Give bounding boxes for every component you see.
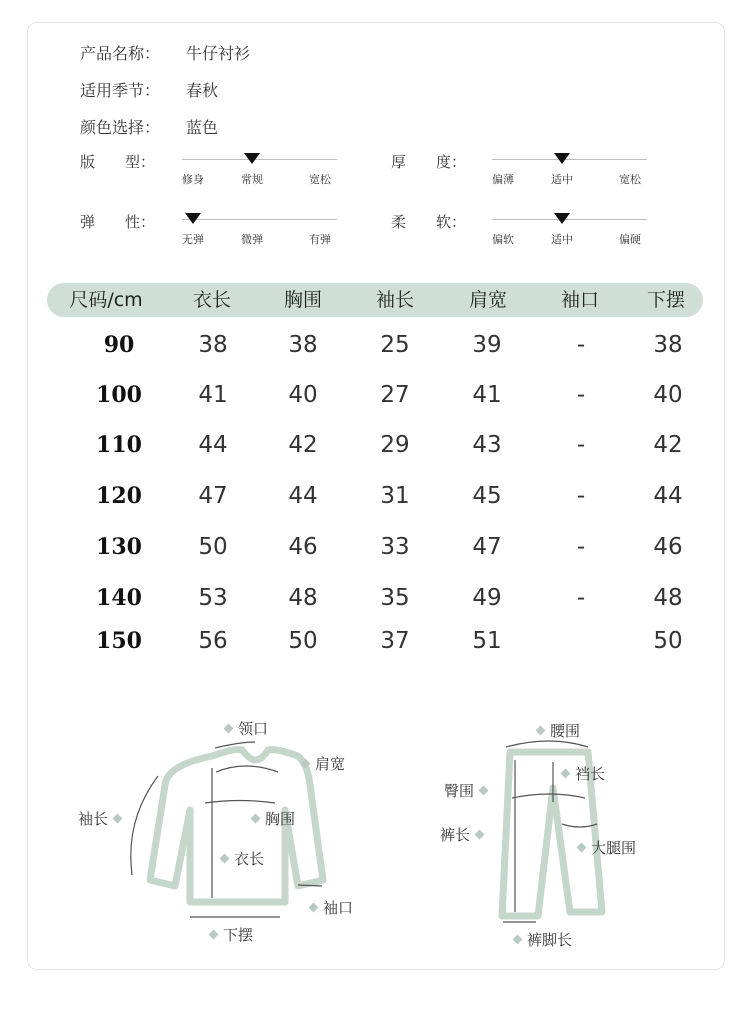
elasticity-option: 微弹: [241, 233, 263, 246]
thickness-indicator: [554, 153, 570, 164]
cell-sleeve: 37: [380, 628, 410, 654]
cell-chest: 40: [288, 382, 318, 408]
cell-length: 53: [198, 585, 228, 611]
cell-chest: 50: [288, 628, 318, 654]
label-thigh: 大腿围: [578, 837, 636, 858]
header-sleeve: 袖长: [375, 289, 414, 311]
cell-hem: 50: [653, 628, 683, 654]
fit-label: 版 型：: [80, 153, 156, 171]
label-chest: 胸围: [252, 808, 295, 829]
label-inseam: 裤长: [440, 824, 483, 845]
header-size: 尺码/cm: [69, 289, 143, 311]
cell-shoulder: 45: [472, 483, 502, 509]
softness-indicator: [554, 213, 570, 224]
cell-sleeve: 29: [380, 432, 410, 458]
cell-length: 56: [198, 628, 228, 654]
cell-hem: 48: [653, 585, 683, 611]
cell-sleeve: 33: [380, 534, 410, 560]
label-leg-opening: 裤脚长: [514, 929, 572, 950]
thickness-option: 偏薄: [492, 173, 514, 186]
header-chest: 胸围: [283, 289, 322, 311]
product-name-value: 牛仔衬衫: [186, 44, 251, 63]
elasticity-label: 弹 性：: [80, 213, 156, 231]
cell-cuff: -: [576, 382, 586, 408]
header-cuff: 袖口: [560, 289, 599, 311]
label-waist: 腰围: [537, 720, 580, 741]
fit-scale: [182, 153, 337, 186]
garment-illustration: [40, 690, 710, 960]
cell-size: 150: [96, 628, 142, 654]
season-row: [80, 78, 218, 101]
cell-cuff: -: [576, 534, 586, 560]
label-collar: 领口: [225, 718, 268, 739]
softness-option: 偏软: [492, 233, 514, 246]
cell-chest: 44: [288, 483, 318, 509]
softness-scale: [492, 213, 647, 246]
cell-sleeve: 27: [380, 382, 410, 408]
cell-chest: 46: [288, 534, 318, 560]
label-sleeve: 袖长: [78, 808, 121, 829]
measurement-diagram: [40, 690, 710, 960]
cell-shoulder: 41: [472, 382, 502, 408]
cell-sleeve: 35: [380, 585, 410, 611]
elasticity-option: 有弹: [309, 233, 331, 246]
cell-length: 50: [198, 534, 228, 560]
cell-cuff: -: [576, 432, 586, 458]
cell-hem: 38: [653, 332, 683, 358]
header-hem: 下摆: [646, 289, 685, 311]
cell-cuff: -: [576, 483, 586, 509]
thickness-scale: [492, 153, 647, 186]
cell-size: 140: [96, 585, 142, 611]
label-hem: 下摆: [210, 924, 253, 945]
cell-hem: 40: [653, 382, 683, 408]
shirt-outline: [150, 750, 323, 902]
cell-hem: 44: [653, 483, 683, 509]
cell-shoulder: 39: [472, 332, 502, 358]
cell-hem: 46: [653, 534, 683, 560]
cell-shoulder: 47: [472, 534, 502, 560]
elasticity-scale: [182, 213, 337, 246]
season-value: 春秋: [186, 81, 219, 100]
fit-option: 宽松: [309, 173, 331, 186]
cell-chest: 42: [288, 432, 318, 458]
cell-sleeve: 25: [380, 332, 410, 358]
label-length: 衣长: [221, 848, 264, 869]
season-label: 适用季节：: [80, 81, 161, 100]
size-table-header: [47, 283, 703, 317]
thickness-option: 宽松: [619, 173, 641, 186]
thickness-option: 适中: [551, 173, 573, 186]
product-name-label: 产品名称：: [80, 44, 161, 63]
cell-size: 100: [96, 382, 142, 408]
elasticity-indicator: [185, 213, 201, 224]
cell-shoulder: 43: [472, 432, 502, 458]
cell-length: 38: [198, 332, 228, 358]
header-length: 衣长: [192, 289, 231, 311]
softness-option: 偏硬: [619, 233, 641, 246]
cell-shoulder: 49: [472, 585, 502, 611]
softness-option: 适中: [551, 233, 573, 246]
cell-length: 41: [198, 382, 228, 408]
cell-shoulder: 51: [472, 628, 502, 654]
cell-size: 130: [96, 534, 142, 560]
cell-chest: 38: [288, 332, 318, 358]
label-shoulder: 肩宽: [302, 753, 345, 774]
cell-length: 44: [198, 432, 228, 458]
cell-size: 90: [103, 332, 135, 358]
label-cuff: 袖口: [310, 897, 353, 918]
cell-cuff: -: [576, 332, 586, 358]
cell-hem: 42: [653, 432, 683, 458]
fit-option: 常规: [241, 173, 263, 186]
fit-indicator: [244, 153, 260, 164]
cell-length: 47: [198, 483, 228, 509]
color-label: 颜色选择：: [80, 118, 161, 137]
product-name-row: [80, 41, 250, 64]
softness-label: 柔 软：: [391, 213, 467, 231]
fit-option: 修身: [182, 173, 204, 186]
header-shoulder: 肩宽: [468, 289, 507, 311]
cell-chest: 48: [288, 585, 318, 611]
cell-cuff: -: [576, 585, 586, 611]
color-row: [80, 115, 218, 138]
cell-sleeve: 31: [380, 483, 410, 509]
cell-size: 110: [96, 432, 142, 458]
label-rise: 裆长: [562, 763, 605, 784]
cell-size: 120: [96, 483, 142, 509]
elasticity-option: 无弹: [182, 233, 204, 246]
color-value: 蓝色: [186, 118, 219, 137]
thickness-label: 厚 度：: [391, 153, 467, 171]
label-hip: 臀围: [444, 780, 487, 801]
